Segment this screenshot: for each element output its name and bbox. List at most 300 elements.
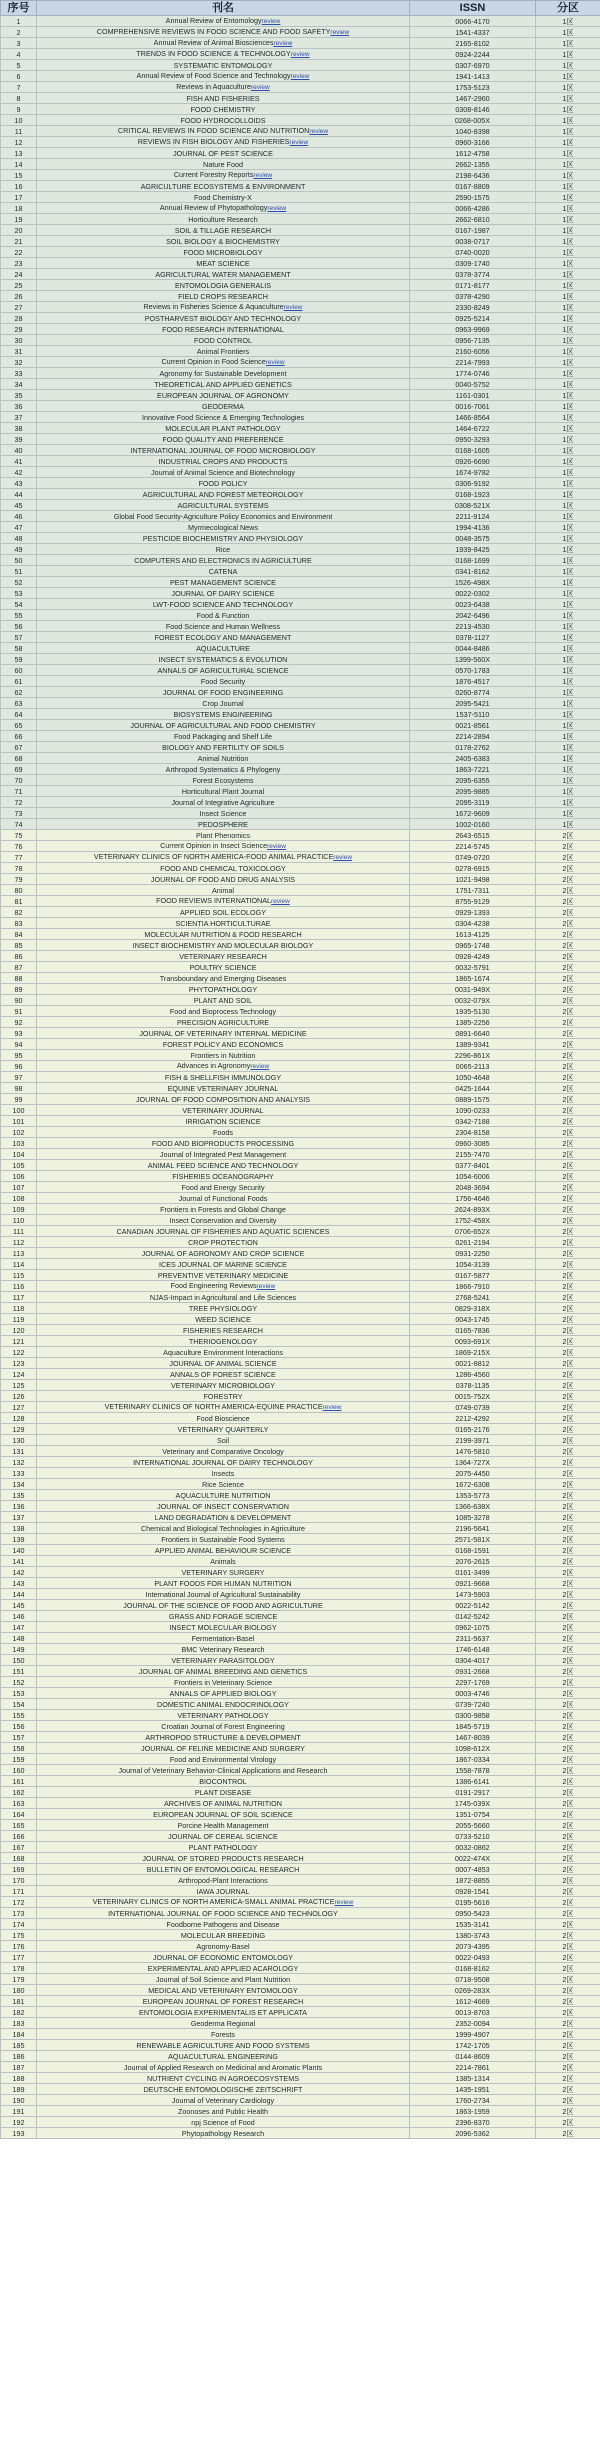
journal-title: [37, 1886, 410, 1897]
table-row[interactable]: [1, 170, 600, 181]
journal-title: [37, 907, 410, 918]
table-row[interactable]: [1, 544, 600, 555]
table-row[interactable]: [1, 93, 600, 104]
journal-zone: [536, 1325, 600, 1336]
journal-zone-text: 2区: [562, 1479, 574, 1489]
table-row[interactable]: [1, 1336, 600, 1347]
table-row[interactable]: [1, 456, 600, 467]
row-number: [1, 819, 37, 830]
table-row[interactable]: [1, 38, 600, 49]
review-link[interactable]: review: [283, 304, 303, 311]
journal-issn-text: 0956-7135: [455, 335, 490, 345]
table-row[interactable]: [1, 2062, 600, 2073]
table-row[interactable]: [1, 1468, 600, 1479]
table-row[interactable]: [1, 1919, 600, 1930]
table-row[interactable]: [1, 1633, 600, 1644]
table-row[interactable]: [1, 1545, 600, 1556]
table-row[interactable]: [1, 1479, 600, 1490]
table-row[interactable]: [1, 1875, 600, 1886]
journal-title: [37, 478, 410, 489]
table-row[interactable]: [1, 2106, 600, 2117]
review-link[interactable]: review: [333, 854, 353, 861]
row-number: [1, 577, 37, 588]
table-row[interactable]: [1, 973, 600, 984]
table-row[interactable]: [1, 918, 600, 929]
table-row[interactable]: [1, 643, 600, 654]
header-zone[interactable]: 分区: [536, 1, 600, 16]
journal-issn: [410, 1380, 536, 1391]
journal-title: [37, 1160, 410, 1171]
row-number: [1, 1259, 37, 1270]
journal-issn-text: 0032-079X: [454, 995, 491, 1005]
table-row[interactable]: [1, 1457, 600, 1468]
journal-title-text: International Journal of Agricultural Sustainability: [145, 1589, 301, 1599]
table-row[interactable]: [1, 1831, 600, 1842]
journal-title-text: Food Packaging and Shelf Life: [174, 731, 272, 741]
table-row[interactable]: [1, 1666, 600, 1677]
review-link[interactable]: review: [271, 898, 290, 905]
table-row[interactable]: [1, 445, 600, 456]
table-row[interactable]: [1, 731, 600, 742]
table-row[interactable]: [1, 258, 600, 269]
journal-title: [37, 445, 410, 456]
journal-issn: [410, 632, 536, 643]
table-row[interactable]: [1, 203, 600, 214]
table-row[interactable]: [1, 1864, 600, 1875]
table-row[interactable]: [1, 1490, 600, 1501]
review-link[interactable]: review: [273, 40, 293, 47]
table-row[interactable]: [1, 1292, 600, 1303]
table-row[interactable]: [1, 1985, 600, 1996]
table-row[interactable]: [1, 1611, 600, 1622]
table-row[interactable]: [1, 1501, 600, 1512]
table-row[interactable]: [1, 1072, 600, 1083]
table-row[interactable]: [1, 577, 600, 588]
journal-zone: [536, 1820, 600, 1831]
table-row[interactable]: [1, 797, 600, 808]
journal-title: [37, 1402, 410, 1413]
table-row[interactable]: [1, 1160, 600, 1171]
table-row[interactable]: [1, 478, 600, 489]
table-row[interactable]: [1, 819, 600, 830]
table-row[interactable]: [1, 1061, 600, 1072]
journal-issn: [410, 654, 536, 665]
journal-title: [37, 1039, 410, 1050]
table-row[interactable]: [1, 885, 600, 896]
table-row[interactable]: [1, 27, 600, 38]
row-number: [1, 1501, 37, 1512]
table-row[interactable]: [1, 1402, 600, 1413]
table-row[interactable]: [1, 1413, 600, 1424]
table-row[interactable]: [1, 1028, 600, 1039]
table-row[interactable]: [1, 742, 600, 753]
table-row[interactable]: [1, 555, 600, 566]
table-row[interactable]: [1, 1963, 600, 1974]
table-row[interactable]: [1, 2051, 600, 2062]
table-row[interactable]: [1, 709, 600, 720]
review-link[interactable]: review: [290, 51, 310, 58]
table-row[interactable]: [1, 1853, 600, 1864]
journal-issn: [410, 610, 536, 621]
table-row[interactable]: [1, 1655, 600, 1666]
row-number: [1, 1820, 37, 1831]
journal-zone: [536, 1644, 600, 1655]
table-row[interactable]: [1, 291, 600, 302]
journal-title-text: FOOD CHEMISTRY: [190, 104, 256, 114]
journal-title: [37, 1281, 410, 1292]
table-row[interactable]: [1, 2128, 600, 2139]
journal-title-text: NJAS-Impact in Agricultural and Life Sciences: [149, 1292, 297, 1302]
row-number: [1, 1325, 37, 1336]
table-row[interactable]: [1, 1171, 600, 1182]
table-row[interactable]: [1, 1710, 600, 1721]
table-row[interactable]: [1, 1105, 600, 1116]
review-link[interactable]: review: [261, 18, 281, 25]
table-row[interactable]: [1, 49, 600, 60]
table-row[interactable]: [1, 1600, 600, 1611]
table-row[interactable]: [1, 346, 600, 357]
table-row[interactable]: [1, 1006, 600, 1017]
table-row[interactable]: [1, 720, 600, 731]
journal-issn-text: 2352-0094: [455, 2018, 490, 2028]
table-row[interactable]: [1, 2073, 600, 2084]
table-row[interactable]: [1, 1732, 600, 1743]
row-number-text: 127: [12, 1402, 25, 1412]
table-row[interactable]: [1, 302, 600, 313]
table-row[interactable]: [1, 412, 600, 423]
table-row[interactable]: [1, 665, 600, 676]
table-row[interactable]: [1, 1303, 600, 1314]
journal-zone: [536, 1314, 600, 1325]
table-row[interactable]: [1, 698, 600, 709]
table-row[interactable]: [1, 1446, 600, 1457]
table-row[interactable]: [1, 995, 600, 1006]
journal-issn-text: 2662-6810: [455, 214, 490, 224]
table-row[interactable]: [1, 599, 600, 610]
table-row[interactable]: [1, 104, 600, 115]
table-row[interactable]: [1, 1974, 600, 1985]
table-row[interactable]: [1, 764, 600, 775]
journal-title: [37, 775, 410, 786]
row-number-text: 132: [12, 1457, 25, 1467]
table-row[interactable]: [1, 225, 600, 236]
table-row[interactable]: [1, 1534, 600, 1545]
table-row[interactable]: [1, 1050, 600, 1061]
table-row[interactable]: [1, 2084, 600, 2095]
header-issn[interactable]: ISSN: [410, 1, 536, 16]
table-row[interactable]: [1, 1325, 600, 1336]
row-number-text: 178: [12, 1963, 25, 1973]
table-row[interactable]: [1, 1094, 600, 1105]
journal-title: [37, 2051, 410, 2062]
row-number: [1, 434, 37, 445]
journal-zone: [536, 1743, 600, 1754]
table-row[interactable]: [1, 1193, 600, 1204]
journal-title: [37, 841, 410, 852]
table-row[interactable]: [1, 181, 600, 192]
table-row[interactable]: [1, 1281, 600, 1292]
row-number: [1, 1930, 37, 1941]
table-row[interactable]: [1, 401, 600, 412]
journal-issn: [410, 555, 536, 566]
table-row[interactable]: [1, 247, 600, 258]
journal-zone-text: 1区: [562, 368, 574, 378]
table-row[interactable]: [1, 533, 600, 544]
journal-zone: [536, 203, 600, 214]
table-row[interactable]: [1, 2007, 600, 2018]
table-row[interactable]: [1, 1149, 600, 1160]
row-number-text: 192: [12, 2117, 25, 2127]
table-row[interactable]: [1, 1677, 600, 1688]
journal-title: [37, 159, 410, 170]
table-row[interactable]: [1, 1391, 600, 1402]
table-row[interactable]: [1, 1083, 600, 1094]
table-row[interactable]: [1, 2117, 600, 2128]
review-link[interactable]: review: [256, 1283, 276, 1290]
table-row[interactable]: [1, 753, 600, 764]
table-row[interactable]: [1, 1347, 600, 1358]
review-link[interactable]: review: [330, 29, 350, 36]
table-row[interactable]: [1, 1996, 600, 2007]
table-row[interactable]: [1, 236, 600, 247]
table-row[interactable]: [1, 148, 600, 159]
table-row[interactable]: [1, 467, 600, 478]
table-row[interactable]: [1, 588, 600, 599]
review-link[interactable]: review: [267, 205, 287, 212]
review-link[interactable]: review: [250, 1063, 270, 1070]
journal-issn-text: 1612-4669: [455, 1996, 490, 2006]
table-row[interactable]: [1, 357, 600, 368]
table-row[interactable]: [1, 60, 600, 71]
review-link[interactable]: review: [267, 843, 286, 850]
journal-issn: [410, 412, 536, 423]
row-number-text: 129: [12, 1424, 25, 1434]
table-row[interactable]: [1, 192, 600, 203]
table-row[interactable]: [1, 214, 600, 225]
table-row[interactable]: [1, 896, 600, 907]
table-row[interactable]: [1, 1237, 600, 1248]
table-row[interactable]: [1, 676, 600, 687]
table-row[interactable]: [1, 379, 600, 390]
journal-zone-text: 1区: [562, 335, 574, 345]
journal-issn-text: 2048-3694: [455, 1182, 490, 1192]
table-row[interactable]: [1, 1204, 600, 1215]
row-number-text: 110: [12, 1215, 25, 1225]
table-row[interactable]: [1, 632, 600, 643]
table-row[interactable]: [1, 841, 600, 852]
journal-title: [37, 1677, 410, 1688]
table-row[interactable]: [1, 500, 600, 511]
table-row[interactable]: [1, 2029, 600, 2040]
table-row[interactable]: [1, 1908, 600, 1919]
review-link[interactable]: review: [290, 73, 310, 80]
table-row[interactable]: [1, 1556, 600, 1567]
table-row[interactable]: [1, 1721, 600, 1732]
table-row[interactable]: [1, 1952, 600, 1963]
journal-title-text: FOOD REVIEWS INTERNATIONAL: [156, 896, 272, 905]
table-row[interactable]: [1, 621, 600, 632]
table-row[interactable]: [1, 269, 600, 280]
table-row[interactable]: [1, 1270, 600, 1281]
table-row[interactable]: [1, 511, 600, 522]
table-row[interactable]: [1, 1369, 600, 1380]
table-row[interactable]: [1, 390, 600, 401]
table-row[interactable]: [1, 874, 600, 885]
journal-zone-text: 2区: [562, 2007, 574, 2017]
table-row[interactable]: [1, 1787, 600, 1798]
table-row[interactable]: [1, 1743, 600, 1754]
row-number: [1, 49, 37, 60]
table-row[interactable]: [1, 1138, 600, 1149]
row-number: [1, 1677, 37, 1688]
table-row[interactable]: [1, 1941, 600, 1952]
journal-title-text: MOLECULAR PLANT PATHOLOGY: [165, 423, 281, 433]
journal-issn-text: 2095-5421: [455, 698, 490, 708]
table-row[interactable]: [1, 863, 600, 874]
table-row[interactable]: [1, 137, 600, 148]
table-row[interactable]: [1, 1435, 600, 1446]
table-row[interactable]: [1, 775, 600, 786]
table-row[interactable]: [1, 610, 600, 621]
table-row[interactable]: [1, 1424, 600, 1435]
journal-issn: [410, 544, 536, 555]
journal-issn: [410, 2095, 536, 2106]
review-link[interactable]: review: [334, 1899, 354, 1906]
table-row[interactable]: [1, 1820, 600, 1831]
table-row[interactable]: [1, 1886, 600, 1897]
table-row[interactable]: [1, 951, 600, 962]
table-row[interactable]: [1, 1358, 600, 1369]
table-row[interactable]: [1, 1215, 600, 1226]
table-row[interactable]: [1, 1017, 600, 1028]
table-row[interactable]: [1, 2040, 600, 2051]
table-row[interactable]: [1, 830, 600, 841]
journal-zone-text: 2区: [562, 863, 574, 873]
table-row[interactable]: [1, 1380, 600, 1391]
header-title[interactable]: 刊名: [37, 1, 410, 16]
table-row[interactable]: [1, 335, 600, 346]
table-row[interactable]: [1, 1512, 600, 1523]
review-link[interactable]: review: [309, 128, 329, 135]
table-row[interactable]: [1, 1776, 600, 1787]
table-row[interactable]: [1, 2018, 600, 2029]
header-no[interactable]: 序号: [1, 1, 37, 16]
row-number: [1, 742, 37, 753]
table-row[interactable]: [1, 1930, 600, 1941]
table-row[interactable]: [1, 808, 600, 819]
table-row[interactable]: [1, 1622, 600, 1633]
table-row[interactable]: [1, 1039, 600, 1050]
table-row[interactable]: [1, 1765, 600, 1776]
table-row[interactable]: [1, 434, 600, 445]
table-row[interactable]: [1, 368, 600, 379]
table-row[interactable]: [1, 1798, 600, 1809]
review-link[interactable]: review: [289, 139, 309, 146]
table-row[interactable]: [1, 1842, 600, 1853]
journal-zone-text: 2区: [562, 2095, 574, 2105]
table-row[interactable]: [1, 566, 600, 577]
table-row[interactable]: [1, 82, 600, 93]
table-row[interactable]: [1, 1644, 600, 1655]
table-row[interactable]: [1, 907, 600, 918]
table-row[interactable]: [1, 1589, 600, 1600]
row-number-text: 30: [14, 335, 23, 345]
journal-issn-text: 0021-8561: [455, 720, 490, 730]
journal-zone-text: 1区: [562, 808, 574, 818]
table-row[interactable]: [1, 159, 600, 170]
table-row[interactable]: [1, 984, 600, 995]
table-row[interactable]: [1, 1699, 600, 1710]
table-row[interactable]: [1, 1248, 600, 1259]
table-row[interactable]: [1, 1809, 600, 1820]
journal-zone-text: 2区: [562, 2128, 574, 2138]
table-row[interactable]: [1, 324, 600, 335]
table-row[interactable]: [1, 786, 600, 797]
table-row[interactable]: [1, 1127, 600, 1138]
journal-issn-text: 0378-3774: [455, 269, 490, 279]
table-row[interactable]: [1, 313, 600, 324]
table-row[interactable]: [1, 1578, 600, 1589]
journal-zone-text: 2区: [562, 2106, 574, 2116]
table-row[interactable]: [1, 852, 600, 863]
table-row[interactable]: [1, 654, 600, 665]
journal-zone: [536, 38, 600, 49]
review-link[interactable]: review: [265, 359, 285, 366]
review-link[interactable]: review: [253, 172, 273, 179]
journal-title-text: Annual Review of Food Science and Technology: [136, 71, 291, 80]
journal-zone-text: 2区: [562, 1655, 574, 1665]
table-row[interactable]: [1, 489, 600, 500]
table-row[interactable]: [1, 1226, 600, 1237]
table-row[interactable]: [1, 280, 600, 291]
table-row[interactable]: [1, 940, 600, 951]
table-row[interactable]: [1, 71, 600, 82]
row-number-text: 176: [12, 1941, 25, 1951]
journal-title-text: INSECT SYSTEMATICS & EVOLUTION: [158, 654, 288, 664]
table-row[interactable]: [1, 1182, 600, 1193]
journal-zone: [536, 2007, 600, 2018]
review-link[interactable]: review: [322, 1404, 342, 1411]
table-row[interactable]: [1, 16, 600, 27]
journal-zone: [536, 786, 600, 797]
row-number: [1, 808, 37, 819]
table-row[interactable]: [1, 1567, 600, 1578]
table-row[interactable]: [1, 687, 600, 698]
table-row[interactable]: [1, 1754, 600, 1765]
table-row[interactable]: [1, 1116, 600, 1127]
table-row[interactable]: [1, 962, 600, 973]
table-row[interactable]: [1, 423, 600, 434]
table-row[interactable]: [1, 929, 600, 940]
table-row[interactable]: [1, 1897, 600, 1908]
journal-issn: [410, 335, 536, 346]
table-row[interactable]: [1, 1688, 600, 1699]
table-row[interactable]: [1, 2095, 600, 2106]
journal-title-text: VETERINARY PATHOLOGY: [177, 1710, 269, 1720]
journal-title-text: MOLECULAR NUTRITION & FOOD RESEARCH: [144, 929, 302, 939]
table-row[interactable]: [1, 522, 600, 533]
journal-zone: [536, 225, 600, 236]
table-row[interactable]: [1, 126, 600, 137]
row-number-text: 145: [12, 1600, 25, 1610]
table-row[interactable]: [1, 1259, 600, 1270]
table-row[interactable]: [1, 1314, 600, 1325]
table-row[interactable]: [1, 115, 600, 126]
journal-issn: [410, 1457, 536, 1468]
journal-issn: [410, 269, 536, 280]
review-link[interactable]: review: [250, 84, 270, 91]
table-row[interactable]: [1, 1523, 600, 1534]
